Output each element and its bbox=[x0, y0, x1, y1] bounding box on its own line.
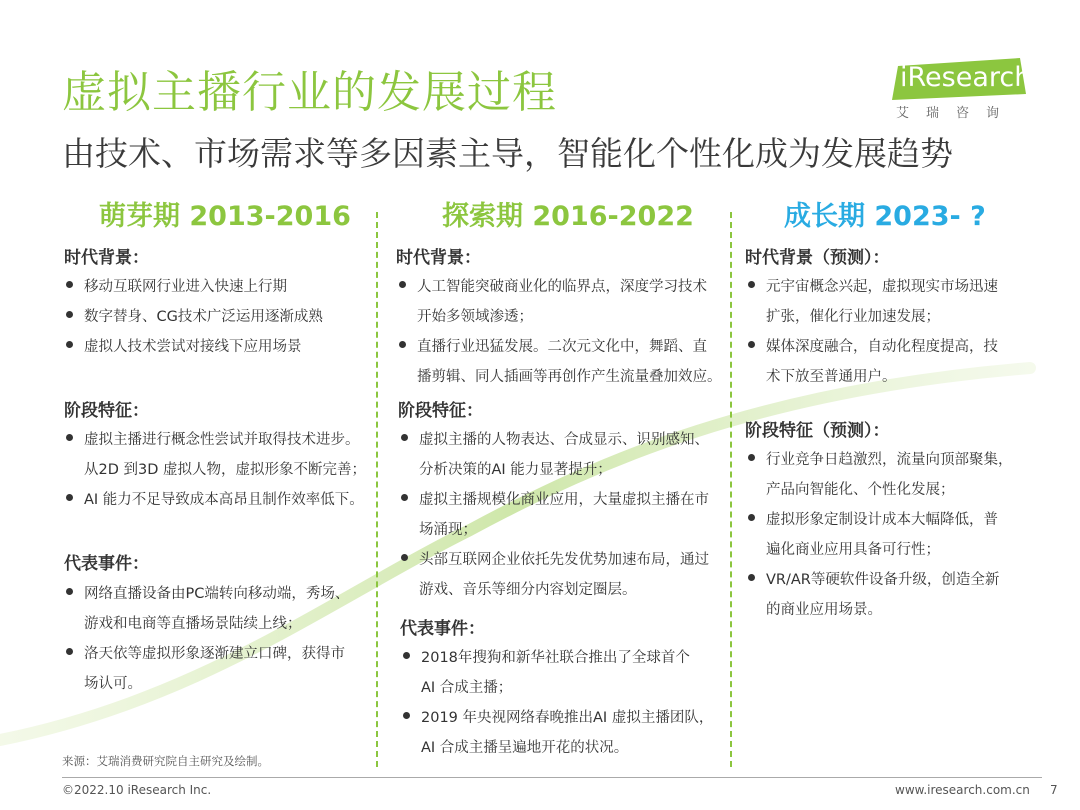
bullet-text: 虚拟主播进行概念性尝试并取得技术进步。 bbox=[84, 432, 360, 448]
bullet-text: 元宇宙概念兴起，虚拟现实市场迅速 bbox=[766, 279, 998, 295]
bullet-dot bbox=[401, 494, 408, 501]
bullet-dot bbox=[66, 434, 73, 441]
bullet-dot bbox=[401, 434, 408, 441]
source-note: 来源：艾瑞消费研究院自主研究及绘制。 bbox=[62, 754, 269, 768]
bullet-text: AI 合成主播呈遍地开花的状况。 bbox=[421, 740, 629, 756]
period-title-3: 成长期 2023- ? bbox=[784, 201, 986, 232]
bullet-dot bbox=[403, 652, 410, 659]
section-heading: 时代背景： bbox=[64, 248, 149, 268]
bullet-dot bbox=[403, 712, 410, 719]
bullet-text: 2018年搜狗和新华社联合推出了全球首个 bbox=[421, 650, 690, 666]
bullet-text: AI 能力不足导致成本高昂且制作效率低下。 bbox=[84, 492, 364, 508]
bullet-text: 播剪辑、同人插画等再创作产生流量叠加效应。 bbox=[417, 369, 722, 385]
bullet-text: 直播行业迅猛发展。二次元文化中，舞蹈、直 bbox=[417, 339, 707, 355]
bullet-text: 洛天依等虚拟形象逐渐建立口碑，获得市 bbox=[84, 646, 345, 662]
bullet-text: 游戏和电商等直播场景陆续上线； bbox=[84, 616, 302, 632]
iresearch-logo bbox=[892, 58, 1032, 120]
bullet-text: 移动互联网行业进入快速上行期 bbox=[84, 279, 287, 295]
bullet-text: VR/AR等硬软件设备升级，创造全新 bbox=[766, 572, 1000, 588]
bullet-dot bbox=[66, 648, 73, 655]
bullet-dot bbox=[66, 494, 73, 501]
bullet-text: 数字替身、CG技术广泛运用逐渐成熟 bbox=[84, 309, 323, 325]
section-heading: 代表事件： bbox=[64, 554, 149, 574]
bullet-dot bbox=[748, 454, 755, 461]
section-heading: 代表事件： bbox=[400, 619, 485, 639]
bullet-text: 从2D 到3D 虚拟人物，虚拟形象不断完善； bbox=[84, 462, 366, 478]
bullet-text: 行业竞争日趋激烈，流量向顶部聚集， bbox=[766, 452, 1013, 468]
website-link[interactable]: www.iresearch.com.cn bbox=[895, 783, 1030, 797]
bullet-text: 场涌现； bbox=[419, 522, 477, 538]
footer-divider bbox=[62, 777, 1042, 778]
bullet-text: 虚拟主播规模化商业应用，大量虚拟主播在市 bbox=[419, 492, 709, 508]
section-heading: 时代背景： bbox=[396, 248, 481, 268]
bullet-dot bbox=[748, 341, 755, 348]
bullet-dot bbox=[748, 514, 755, 521]
bullet-dot bbox=[66, 311, 73, 318]
bullet-text: 2019 年央视网络春晚推出AI 虚拟主播团队， bbox=[421, 710, 714, 726]
section-heading: 阶段特征（预测）： bbox=[745, 421, 890, 441]
bullet-text: 的商业应用场景。 bbox=[766, 602, 882, 618]
bullet-text: 虚拟主播的人物表达、合成显示、识别感知、 bbox=[419, 432, 709, 448]
bullet-text: AI 合成主播； bbox=[421, 680, 513, 696]
bullet-text: 人工智能突破商业化的临界点，深度学习技术 bbox=[417, 279, 707, 295]
bullet-dot bbox=[66, 341, 73, 348]
bullet-text: 分析决策的AI 能力显著提升； bbox=[419, 462, 612, 478]
bullet-dot bbox=[66, 281, 73, 288]
bullet-dot bbox=[748, 574, 755, 581]
bullet-text: 虚拟形象定制设计成本大幅降低，普 bbox=[766, 512, 998, 528]
bullet-dot bbox=[399, 281, 406, 288]
bullet-text: 虚拟人技术尝试对接线下应用场景 bbox=[84, 339, 302, 355]
bullet-text: 遍化商业应用具备可行性； bbox=[766, 542, 940, 558]
section-heading: 阶段特征： bbox=[64, 401, 149, 421]
bullet-text: 开始多领域渗透； bbox=[417, 309, 533, 325]
copyright: ©2022.10 iResearch Inc. bbox=[62, 783, 212, 797]
bullet-text: 头部互联网企业依托先发优势加速布局，通过 bbox=[419, 552, 709, 568]
bullet-text: 场认可。 bbox=[84, 676, 142, 692]
bullet-dot bbox=[399, 341, 406, 348]
logo-text: iResearch bbox=[900, 62, 1032, 93]
bullet-dot bbox=[66, 588, 73, 595]
section-heading: 阶段特征： bbox=[398, 401, 483, 421]
section-heading: 时代背景（预测）： bbox=[745, 248, 890, 268]
bullet-dot bbox=[401, 554, 408, 561]
bullet-text: 媒体深度融合，自动化程度提高，技 bbox=[766, 339, 998, 355]
page-number: 7 bbox=[1050, 783, 1058, 797]
period-title-1: 萌芽期 2013-2016 bbox=[99, 201, 351, 232]
period-title-2: 探索期 2016-2022 bbox=[442, 201, 694, 232]
column-divider-2 bbox=[730, 212, 732, 767]
bullet-text: 网络直播设备由PC端转向移动端，秀场、 bbox=[84, 586, 350, 602]
column-divider-1 bbox=[376, 212, 378, 767]
bullet-text: 产品向智能化、个性化发展； bbox=[766, 482, 955, 498]
page-subtitle: 由技术、市场需求等多因素主导，智能化个性化成为发展趋势 bbox=[62, 134, 953, 173]
bullet-dot bbox=[748, 281, 755, 288]
bullet-text: 游戏、音乐等细分内容划定圈层。 bbox=[419, 582, 637, 598]
bullet-text: 术下放至普通用户。 bbox=[766, 369, 897, 385]
bullet-text: 扩张，催化行业加速发展； bbox=[766, 309, 940, 325]
logo-subtext: 艾瑞咨询 bbox=[896, 106, 1017, 121]
page-title: 虚拟主播行业的发展过程 bbox=[62, 67, 557, 118]
